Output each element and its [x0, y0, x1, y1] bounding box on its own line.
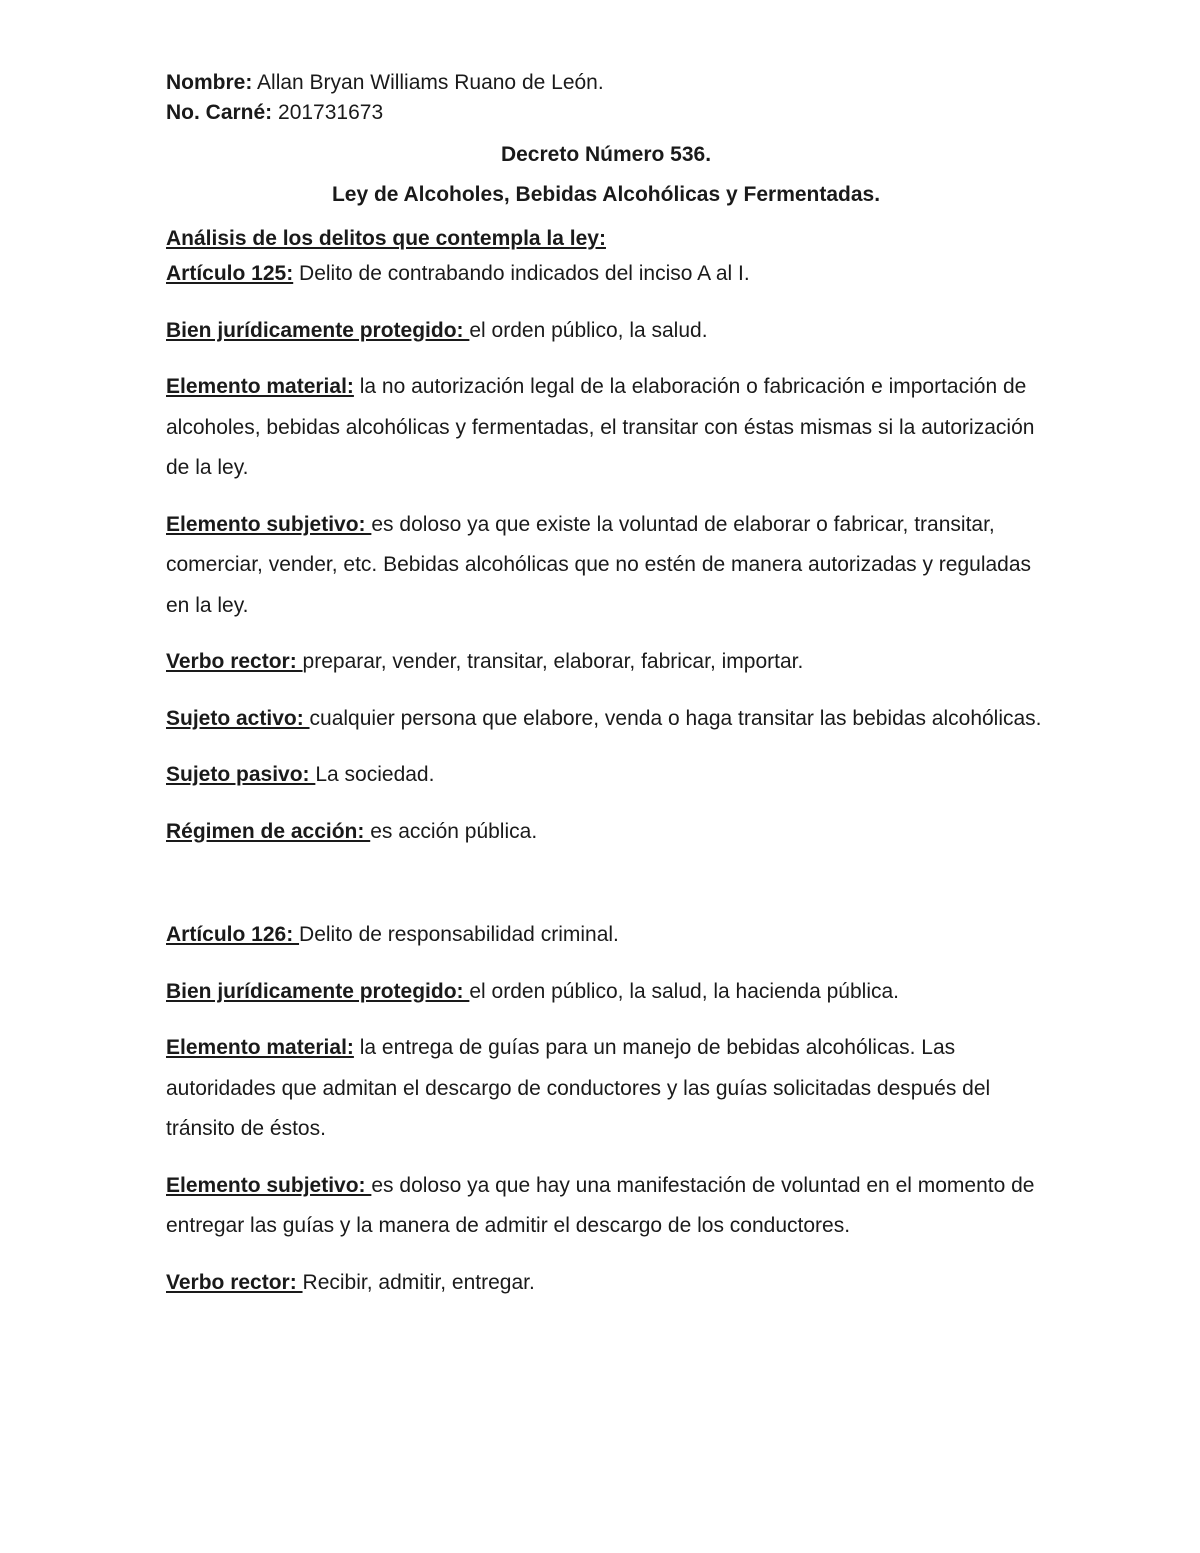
field-label: Sujeto pasivo: [166, 763, 316, 786]
field-label: Bien jurídicamente protegido: [166, 318, 470, 342]
field-label: Verbo rector: [166, 1270, 303, 1294]
field-label: Bien jurídicamente protegido: [166, 979, 470, 1003]
document-page [166, 68, 1046, 1303]
field-label: Artículo 126: [166, 923, 300, 946]
article-126-section [166, 915, 1046, 1303]
field-label: Elemento material: [166, 375, 354, 398]
legal-good-paragraph [166, 311, 1046, 352]
student-carne-line [166, 98, 1046, 128]
governing-verb-paragraph [166, 1263, 1046, 1304]
article-125-header [166, 254, 1046, 295]
field-text: Delito de responsabilidad criminal. [299, 923, 619, 946]
field-text: el orden público, la salud. [469, 318, 708, 342]
law-title: Ley de Alcoholes, Bebidas Alcohólicas y Fermentadas. [331, 183, 881, 206]
name-value: Allan Bryan Williams Ruano de León. [252, 71, 604, 94]
field-text: Recibir, admitir, entregar. [302, 1270, 535, 1294]
student-name-line [166, 68, 1046, 98]
field-label: Elemento material: [166, 1036, 354, 1059]
analysis-heading: Análisis de los delitos que contempla la ley: [166, 227, 606, 250]
field-text: La sociedad. [315, 763, 435, 786]
field-label: Elemento subjetivo: [166, 1173, 372, 1197]
material-element-paragraph [166, 1028, 1046, 1150]
carne-label: No. Carné: [166, 101, 273, 124]
subjective-element-paragraph [166, 1166, 1046, 1247]
passive-subject-paragraph [166, 755, 1046, 796]
field-label: Sujeto activo: [166, 706, 310, 730]
field-text: es doloso ya que existe la voluntad de elaborar o fabricar, transitar, comerciar, vender, etc. Bebidas alcohólicas que no estén de manera autorizadas y reguladas en la ley. [166, 512, 1032, 617]
field-text: preparar, vender, transitar, elaborar, fabricar, importar. [302, 650, 804, 673]
section-spacer [166, 852, 1046, 915]
field-text: es doloso ya que hay una manifestación de voluntad en el momento de entregar las guías y la manera de admitir el descargo de los conductores. [166, 1173, 1035, 1237]
decree-title: Decreto Número 536. [500, 143, 712, 166]
field-text: cualquier persona que elabore, venda o haga transitar las bebidas alcohólicas. [309, 706, 1042, 730]
field-label: Elemento subjetivo: [166, 512, 372, 536]
active-subject-paragraph [166, 699, 1046, 740]
article-125-section [166, 254, 1046, 852]
subjective-element-paragraph [166, 505, 1046, 627]
name-label: Nombre: [166, 71, 253, 94]
legal-good-paragraph [166, 972, 1046, 1013]
governing-verb-paragraph [166, 642, 1046, 683]
field-text: Delito de contrabando indicados del inciso A al I. [293, 262, 750, 285]
field-label: Artículo 125: [166, 262, 294, 285]
carne-value: 201731673 [272, 101, 384, 124]
action-regime-paragraph [166, 812, 1046, 853]
field-text: es acción pública. [370, 819, 538, 843]
article-126-header [166, 915, 1046, 956]
field-text: la entrega de guías para un manejo de bebidas alcohólicas. Las autoridades que admitan el descargo de conductores y las guías solicitadas después del tránsito de éstos. [166, 1036, 991, 1140]
field-text: la no autorización legal de la elaboración o fabricación e importación de alcoholes, bebidas alcohólicas y fermentadas, el transitar con éstas mismas si la autorización de la ley. [166, 375, 1035, 479]
field-text: el orden público, la salud, la hacienda pública. [469, 979, 900, 1003]
field-label: Verbo rector: [166, 650, 303, 673]
material-element-paragraph [166, 367, 1046, 489]
field-label: Régimen de acción: [166, 819, 371, 843]
